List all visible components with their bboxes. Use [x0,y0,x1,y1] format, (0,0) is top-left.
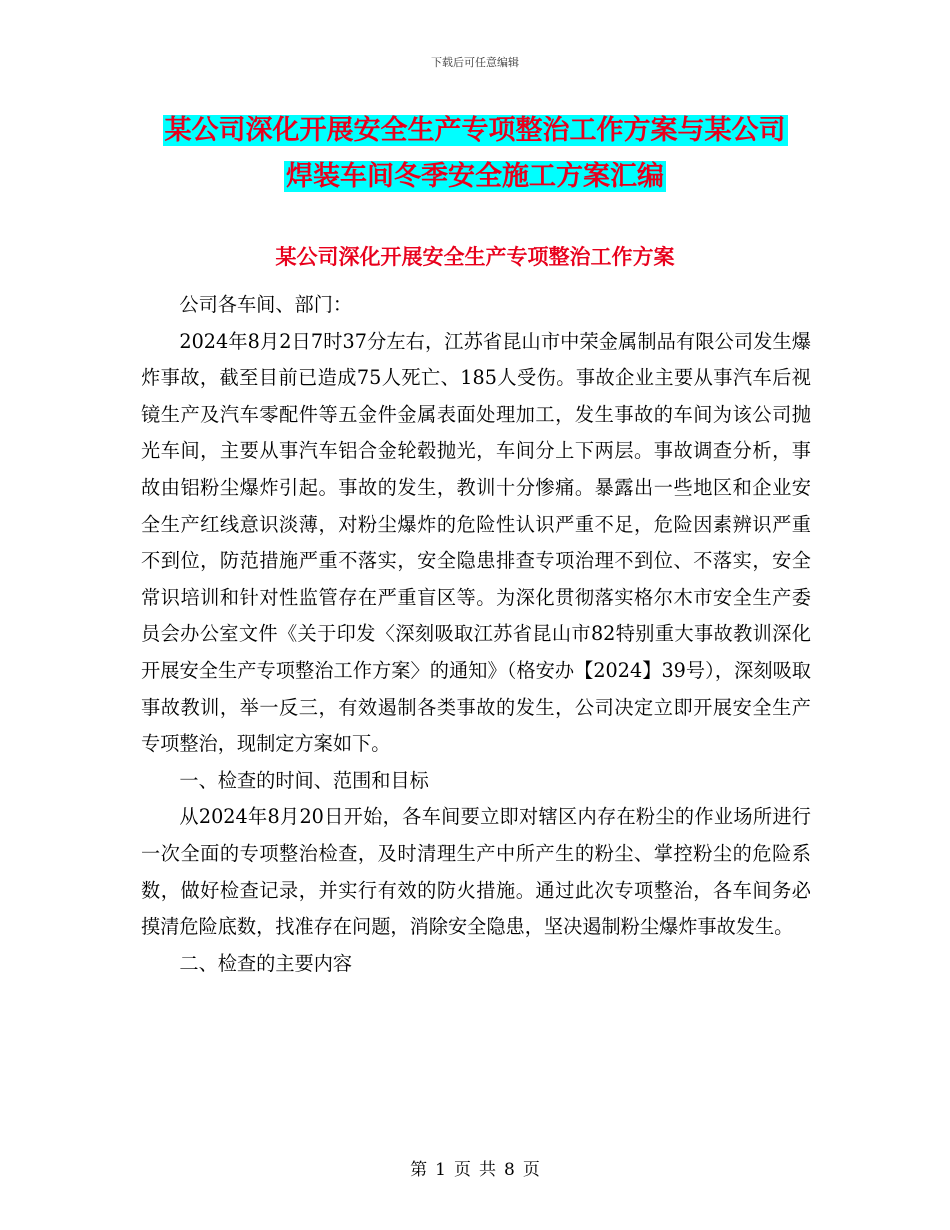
title-line-1: 某公司深化开展安全生产专项整治工作方案与某公司 [164,115,786,146]
heading-inspection-scope: 一、检查的时间、范围和目标 [179,768,429,792]
footer-total-pages: 8 [504,1160,515,1180]
heading-inspection-content: 二、检查的主要内容 [179,951,353,975]
footer-current-page: 1 [435,1160,446,1180]
footer-total-word: 共 [479,1160,496,1180]
footer-page-word: 页 [454,1160,471,1180]
title-line-2: 焊装车间冬季安全施工方案汇编 [286,161,664,192]
salutation: 公司各车间、部门： [179,293,353,316]
page-footer [0,1155,950,1180]
footer-suffix: 页 [522,1160,540,1180]
paragraph-inspection-scope: 从2024年8月20日开始，各车间要立即对辖区内存在粉尘的作业场所进行一次全面的专项整治检查，及时清理生产中所产生的粉尘、掌控粉尘的危险系数，做好检查记录，并实行有效的防火措施。通过此次专项整治，各车间务必摸清危险底数，找准存在问题，消除安全隐患，坚决遏制粉尘爆炸事故发生。 [141,805,811,939]
document-title [0,108,950,200]
footer-prefix: 第 [410,1160,428,1180]
header-note: 下载后可任意编辑 [431,56,519,69]
document-body [141,287,811,982]
paragraph-background: 2024年8月2日7时37分左右，江苏省昆山市中荣金属制品有限公司发生爆炸事故，截至目前已造成75人死亡、185人受伤。事故企业主要从事汽车后视镜生产及汽车零配件等五金件金属表面处理加工，发生事故的车间为该公司抛光车间，主要从事汽车铝合金轮毂抛光，车间分上下两层。事故调查分析，事故由铝粉尘爆炸引起。事故的发生，教训十分惨痛。暴露出一些地区和企业安全生产红线意识淡薄，对粉尘爆炸的危险性认识严重不足，危险因素辨识严重不到位，防范措施严重不落实，安全隐患排查专项治理不到位、不落实，安全常识培训和针对性监管存在严重盲区等。为深化贯彻落实格尔木市安全生产委员会办公室文件《关于印发〈深刻吸取江苏省昆山市82特别重大事故教训深化开展安全生产专项整治工作方案〉的通知》（格安办【2024】39号），深刻吸取事故教训，举一反三，有效遏制各类事故的发生，公司决定立即开展安全生产专项整治，现制定方案如下。 [141,329,811,756]
section-title: 某公司深化开展安全生产专项整治工作方案 [275,244,675,269]
